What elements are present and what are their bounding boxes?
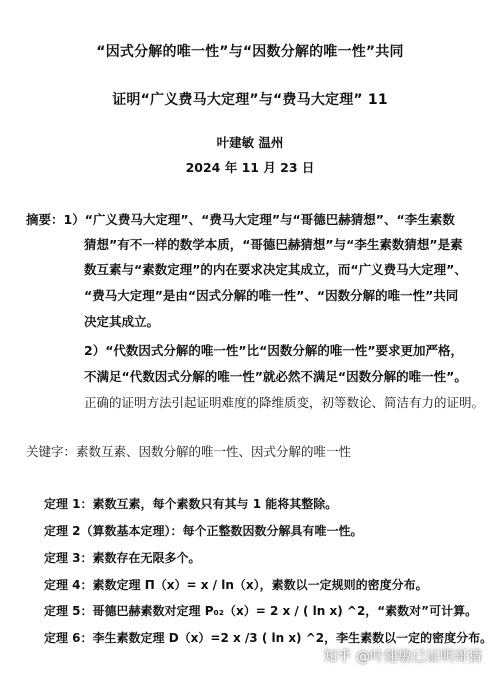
abstract-line: 猜想”有不一样的数学本质，“哥德巴赫猜想”与“李生素数猜想”是素 xyxy=(84,237,463,252)
abstract-line: 2）“代数因式分解的唯一性”比“因数分解的唯一性”要求更加严格， xyxy=(84,343,464,358)
title-line-1: “因式分解的唯一性”与“因数分解的唯一性”共同 xyxy=(96,44,404,60)
definition-item: 定理 2（算数基本定理）：每个正整数因数分解具有唯一性。 xyxy=(44,524,363,538)
watermark-text: 知乎 @叶建敏已证明哥猜 xyxy=(323,649,482,665)
definition-item: 定理 3：素数存在无限多个。 xyxy=(44,551,201,565)
abstract-line: 不满足“代数因式分解的唯一性”就必然不满足“因数分解的唯一性”。 xyxy=(84,369,467,384)
definition-item: 定理 1：素数互素，每个素数只有其与 1 能将其整除。 xyxy=(44,497,338,511)
abstract-line: 正确的证明方法引起证明难度的降维质变，初等数论、简洁有力的证明。 xyxy=(84,395,485,410)
abstract-line: 决定其成立。 xyxy=(84,314,160,329)
abstract-line: “费马大定理”是由“因式分解的唯一性”、“因数分解的唯一性”共同 xyxy=(84,288,459,303)
abstract-line: 数互素与“素数定理”的内在要求决定其成立，而“广义费马大定理”、 xyxy=(84,262,467,277)
definition-item: 定理 5：哥德巴赫素数对定理 P₀₂（x）= 2 x / ( ln x) ^2，“素数对”可计算。 xyxy=(44,604,478,618)
definition-item: 定理 4：素数定理 Π（x）= x / ln（x），素数以一定规则的密度分布。 xyxy=(44,578,428,592)
date-line: 2024 年 11 月 23 日 xyxy=(185,160,315,175)
keywords-line: 关键字：素数互素、因数分解的唯一性、因式分解的唯一性 xyxy=(26,444,352,459)
title-line-2: 证明“广义费马大定理”与“费马大定理” 11 xyxy=(112,92,388,108)
author-line: 叶建敏 温州 xyxy=(216,135,284,150)
abstract-line: 摘要：1）“广义费马大定理”、“费马大定理”与“哥德巴赫猜想”、“李生素数 xyxy=(26,212,455,227)
definition-item: 定理 6：李生素数定理 D（x）=2 x /3 ( ln x) ^2，李生素数以一定的密度分布。 xyxy=(44,631,493,645)
